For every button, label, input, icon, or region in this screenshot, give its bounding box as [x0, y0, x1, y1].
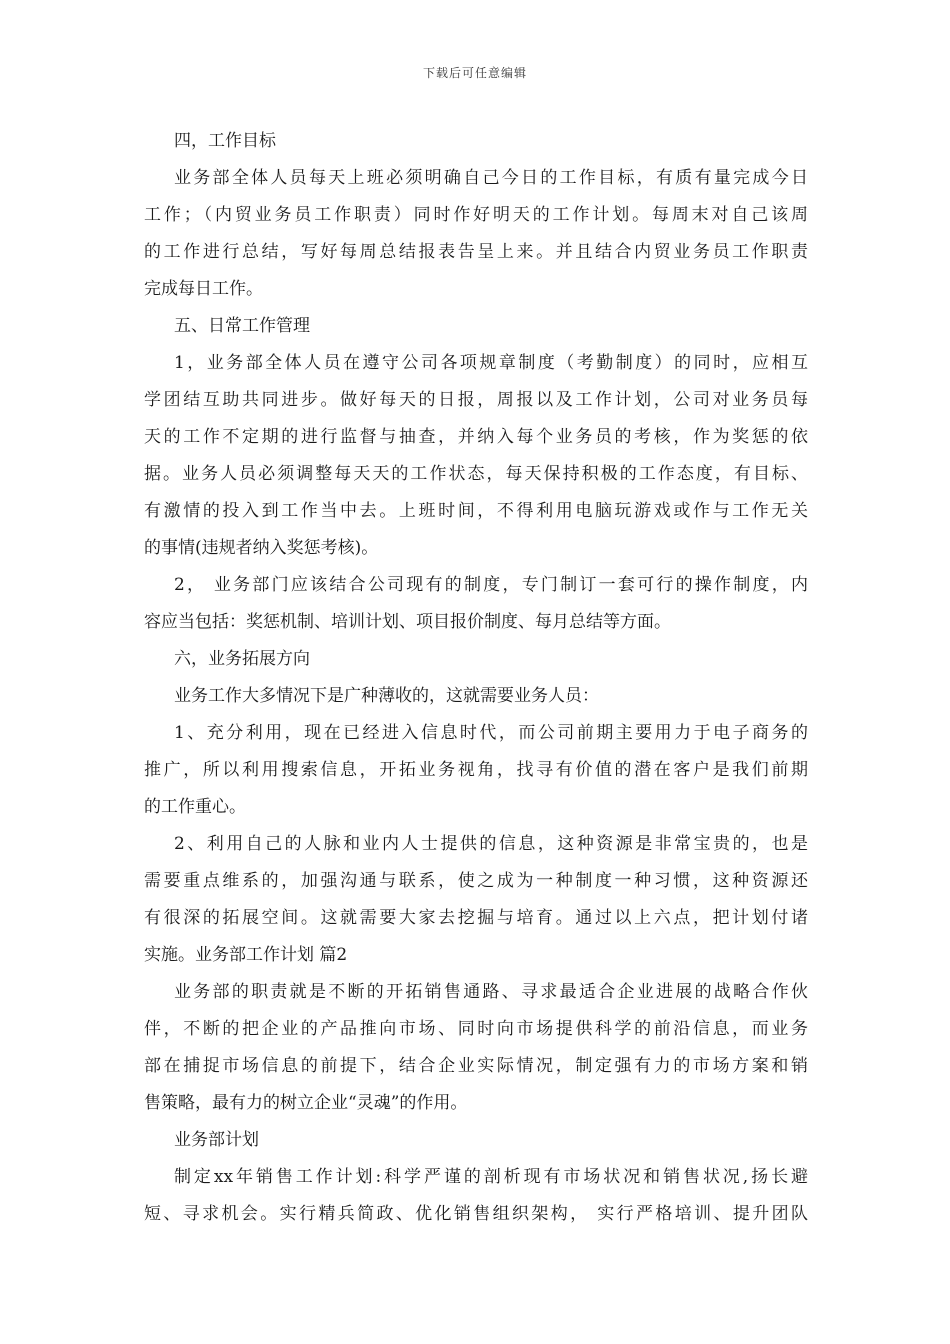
text-line: 完成每日工作。 [144, 279, 263, 299]
text-line: 推广，所以利用搜索信息，开拓业务视角，找寻有价值的潜在客户是我们前期 [144, 760, 808, 780]
text-line: 的工作重心。 [144, 797, 246, 817]
text-line: 部在捕捉市场信息的前提下，结合企业实际情况，制定强有力的市场方案和销 [144, 1056, 808, 1076]
text-line: 六，业务拓展方向 [174, 649, 310, 669]
text-line: 业务工作大多情况下是广种薄收的，这就需要业务人员： [174, 686, 599, 706]
text-line: 需要重点维系的，加强沟通与联系，使之成为一种制度一种习惯，这种资源还 [144, 871, 808, 891]
text-line: 短、寻求机会。实行精兵简政、优化销售组织架构， 实行严格培训、提升团队 [144, 1204, 808, 1224]
text-line: 五、日常工作管理 [174, 316, 310, 336]
text-line: 伴，不断的把企业的产品推向市场、同时向市场提供科学的前沿信息，而业务 [144, 1019, 808, 1039]
text-line: 学团结互助共同进步。做好每天的日报，周报以及工作计划，公司对业务员每 [144, 390, 808, 410]
text-line: 有很深的拓展空间。这就需要大家去挖掘与培育。通过以上六点，把计划付诸 [144, 908, 808, 928]
text-line: 四，工作目标 [174, 131, 276, 151]
text-line: 据。业务人员必须调整每天天的工作状态，每天保持积极的工作态度，有目标、 [144, 464, 808, 484]
text-line: 2， 业务部门应该结合公司现有的制度，专门制订一套可行的操作制度，内 [174, 575, 808, 595]
text-line: 容应当包括：奖惩机制、培训计划、项目报价制度、每月总结等方面。 [144, 612, 671, 632]
text-line: 制定xx年销售工作计划:科学严谨的剖析现有市场状况和销售状况,扬长避 [174, 1167, 808, 1187]
text-line: 实施。业务部工作计划 篇2 [144, 945, 348, 965]
text-line: 1，业务部全体人员在遵守公司各项规章制度（考勤制度）的同时，应相互 [174, 353, 808, 373]
text-line: 有激情的投入到工作当中去。上班时间，不得利用电脑玩游戏或作与工作无关 [144, 501, 808, 521]
text-line: 业务部全体人员每天上班必须明确自己今日的工作目标，有质有量完成今日 [174, 168, 808, 188]
text-line: 天的工作不定期的进行监督与抽查，并纳入每个业务员的考核，作为奖惩的依 [144, 427, 808, 447]
text-line: 业务部的职责就是不断的开拓销售通路、寻求最适合企业进展的战略合作伙 [174, 982, 808, 1002]
page-header: 下载后可任意编辑 [422, 66, 527, 80]
text-line: 1、充分利用，现在已经进入信息时代，而公司前期主要用力于电子商务的 [174, 723, 808, 743]
text-line: 售策略，最有力的树立企业“灵魂”的作用。 [144, 1093, 468, 1113]
text-line: 工作；（内贸业务员工作职责）同时作好明天的工作计划。每周末对自己该周 [144, 205, 808, 225]
text-line: 的事情(违规者纳入奖惩考核)。 [144, 538, 379, 558]
text-line: 2、利用自己的人脉和业内人士提供的信息，这种资源是非常宝贵的，也是 [174, 834, 808, 854]
text-line: 业务部计划 [174, 1130, 259, 1150]
document-body [144, 123, 808, 1233]
text-line: 的工作进行总结，写好每周总结报表告呈上来。并且结合内贸业务员工作职责 [144, 242, 808, 262]
